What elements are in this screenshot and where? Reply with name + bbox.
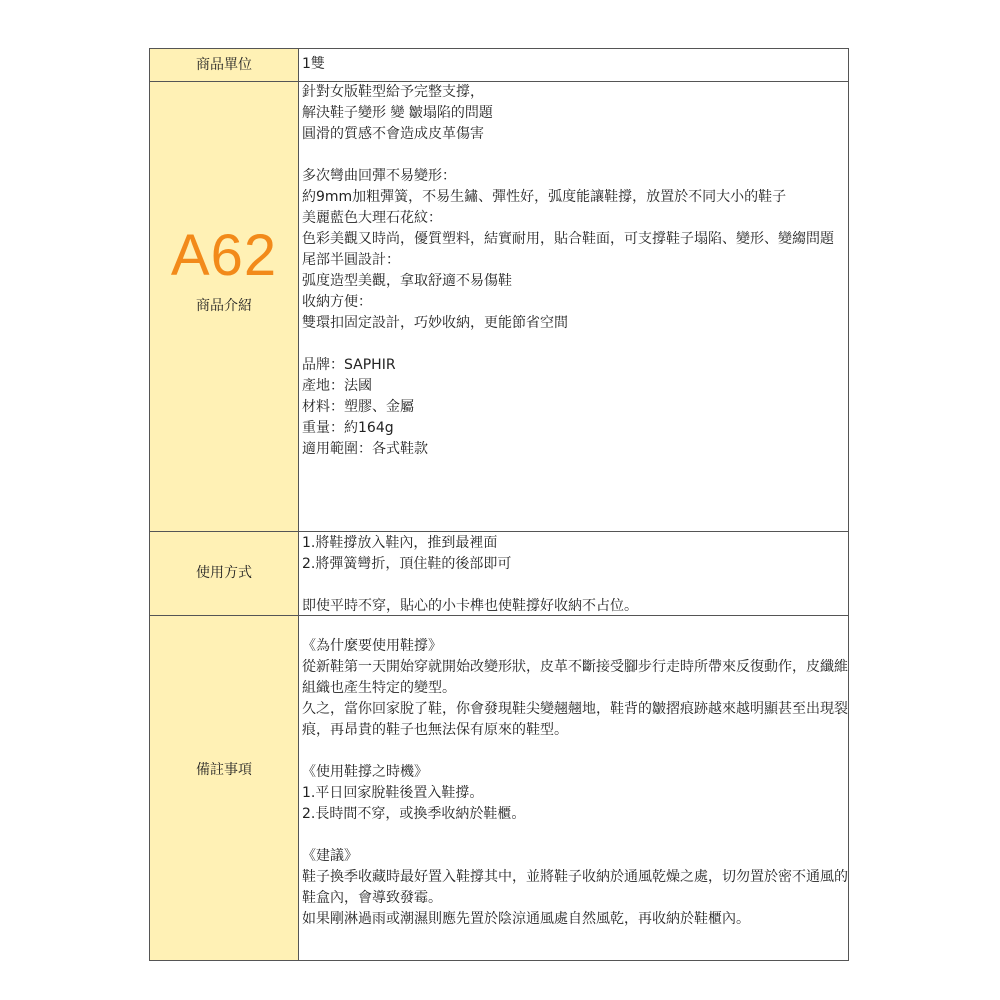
intro-line: 色彩美觀又時尚，優質塑料，結實耐用，貼合鞋面，可支撐鞋子塌陷、變形、變縐問題 xyxy=(302,231,834,247)
row-unit xyxy=(150,49,848,81)
notes-line: 《為什麼要使用鞋撐》 xyxy=(302,638,442,654)
intro-line: 材料：塑膠、金屬 xyxy=(302,399,414,415)
value-cell-unit xyxy=(299,49,848,81)
row-usage xyxy=(150,531,848,615)
label-cell-unit xyxy=(150,49,299,81)
label-notes: 備註事項 xyxy=(196,762,252,778)
notes-line: 從新鞋第一天開始穿就開始改變形狀，皮革不斷接受腳步行走時所帶來反復動作，皮纖維組織也產生特定的變型。 xyxy=(302,659,848,696)
intro-line: 針對女版鞋型給予完整支撐， xyxy=(302,84,484,100)
intro-spacer xyxy=(302,334,848,355)
label-intro: 商品介紹 xyxy=(196,298,252,314)
intro-line: 美麗藍色大理石花紋： xyxy=(302,210,442,226)
value-cell-usage xyxy=(299,532,848,615)
intro-line: 產地：法國 xyxy=(302,378,372,394)
usage-line: 1.將鞋撐放入鞋內，推到最裡面 xyxy=(302,535,498,551)
intro-line: 雙環扣固定設計，巧妙收納，更能節省空間 xyxy=(302,315,568,331)
notes-spacer xyxy=(302,741,848,762)
label-usage: 使用方式 xyxy=(196,565,252,581)
notes-line: 如果剛淋過雨或潮濕則應先置於陰涼通風處自然風乾，再收納於鞋櫃內。 xyxy=(302,911,750,927)
value-cell-notes xyxy=(299,616,848,960)
product-spec-table xyxy=(149,48,849,961)
intro-line: 品牌：SAPHIR xyxy=(302,357,396,373)
usage-line: 2.將彈簧彎折，頂住鞋的後部即可 xyxy=(302,556,512,572)
intro-line: 約9mm加粗彈簧，不易生鏽、彈性好，弧度能讓鞋撐，放置於不同大小的鞋子 xyxy=(302,189,787,205)
label-cell-usage xyxy=(150,532,299,615)
notes-spacer xyxy=(302,825,848,846)
label-cell-notes xyxy=(150,616,299,960)
notes-line: 鞋子換季收藏時最好置入鞋撐其中，並將鞋子收納於通風乾燥之處，切勿置於密不通風的鞋盒內，會導致發霉。 xyxy=(302,869,848,906)
model-code-logo: A62 xyxy=(170,223,278,288)
intro-line: 弧度造型美觀，拿取舒適不易傷鞋 xyxy=(302,273,512,289)
intro-line: 多次彎曲回彈不易變形： xyxy=(302,168,456,184)
intro-line: 尾部半圓設計： xyxy=(302,252,400,268)
notes-line: 《建議》 xyxy=(302,848,358,864)
notes-line: 久之，當你回家脫了鞋，你會發現鞋尖變翹翹地，鞋背的皺摺痕跡越來越明顯甚至出現裂痕，再昂貴的鞋子也無法保有原來的鞋型。 xyxy=(302,701,848,738)
intro-line: 圓滑的質感不會造成皮革傷害 xyxy=(302,126,484,142)
notes-line: 2.長時間不穿，或換季收納於鞋櫃。 xyxy=(302,806,526,822)
usage-line: 即使平時不穿，貼心的小卡榫也使鞋撐好收納不占位。 xyxy=(302,598,638,614)
label-unit: 商品單位 xyxy=(196,57,252,73)
row-notes xyxy=(150,615,848,960)
intro-line: 解決鞋子變形 變 皺塌陷的問題 xyxy=(302,105,493,121)
unit-value: 1雙 xyxy=(302,56,325,72)
notes-line: 《使用鞋撐之時機》 xyxy=(302,764,428,780)
intro-line: 收納方便： xyxy=(302,294,372,310)
label-cell-intro xyxy=(150,82,299,531)
intro-line: 適用範圍：各式鞋款 xyxy=(302,441,428,457)
notes-line: 1.平日回家脫鞋後置入鞋撐。 xyxy=(302,785,484,801)
value-cell-intro xyxy=(299,82,848,531)
row-intro xyxy=(150,81,848,531)
intro-line: 重量：約164g xyxy=(302,420,394,436)
usage-spacer xyxy=(302,575,848,596)
intro-spacer xyxy=(302,145,848,166)
